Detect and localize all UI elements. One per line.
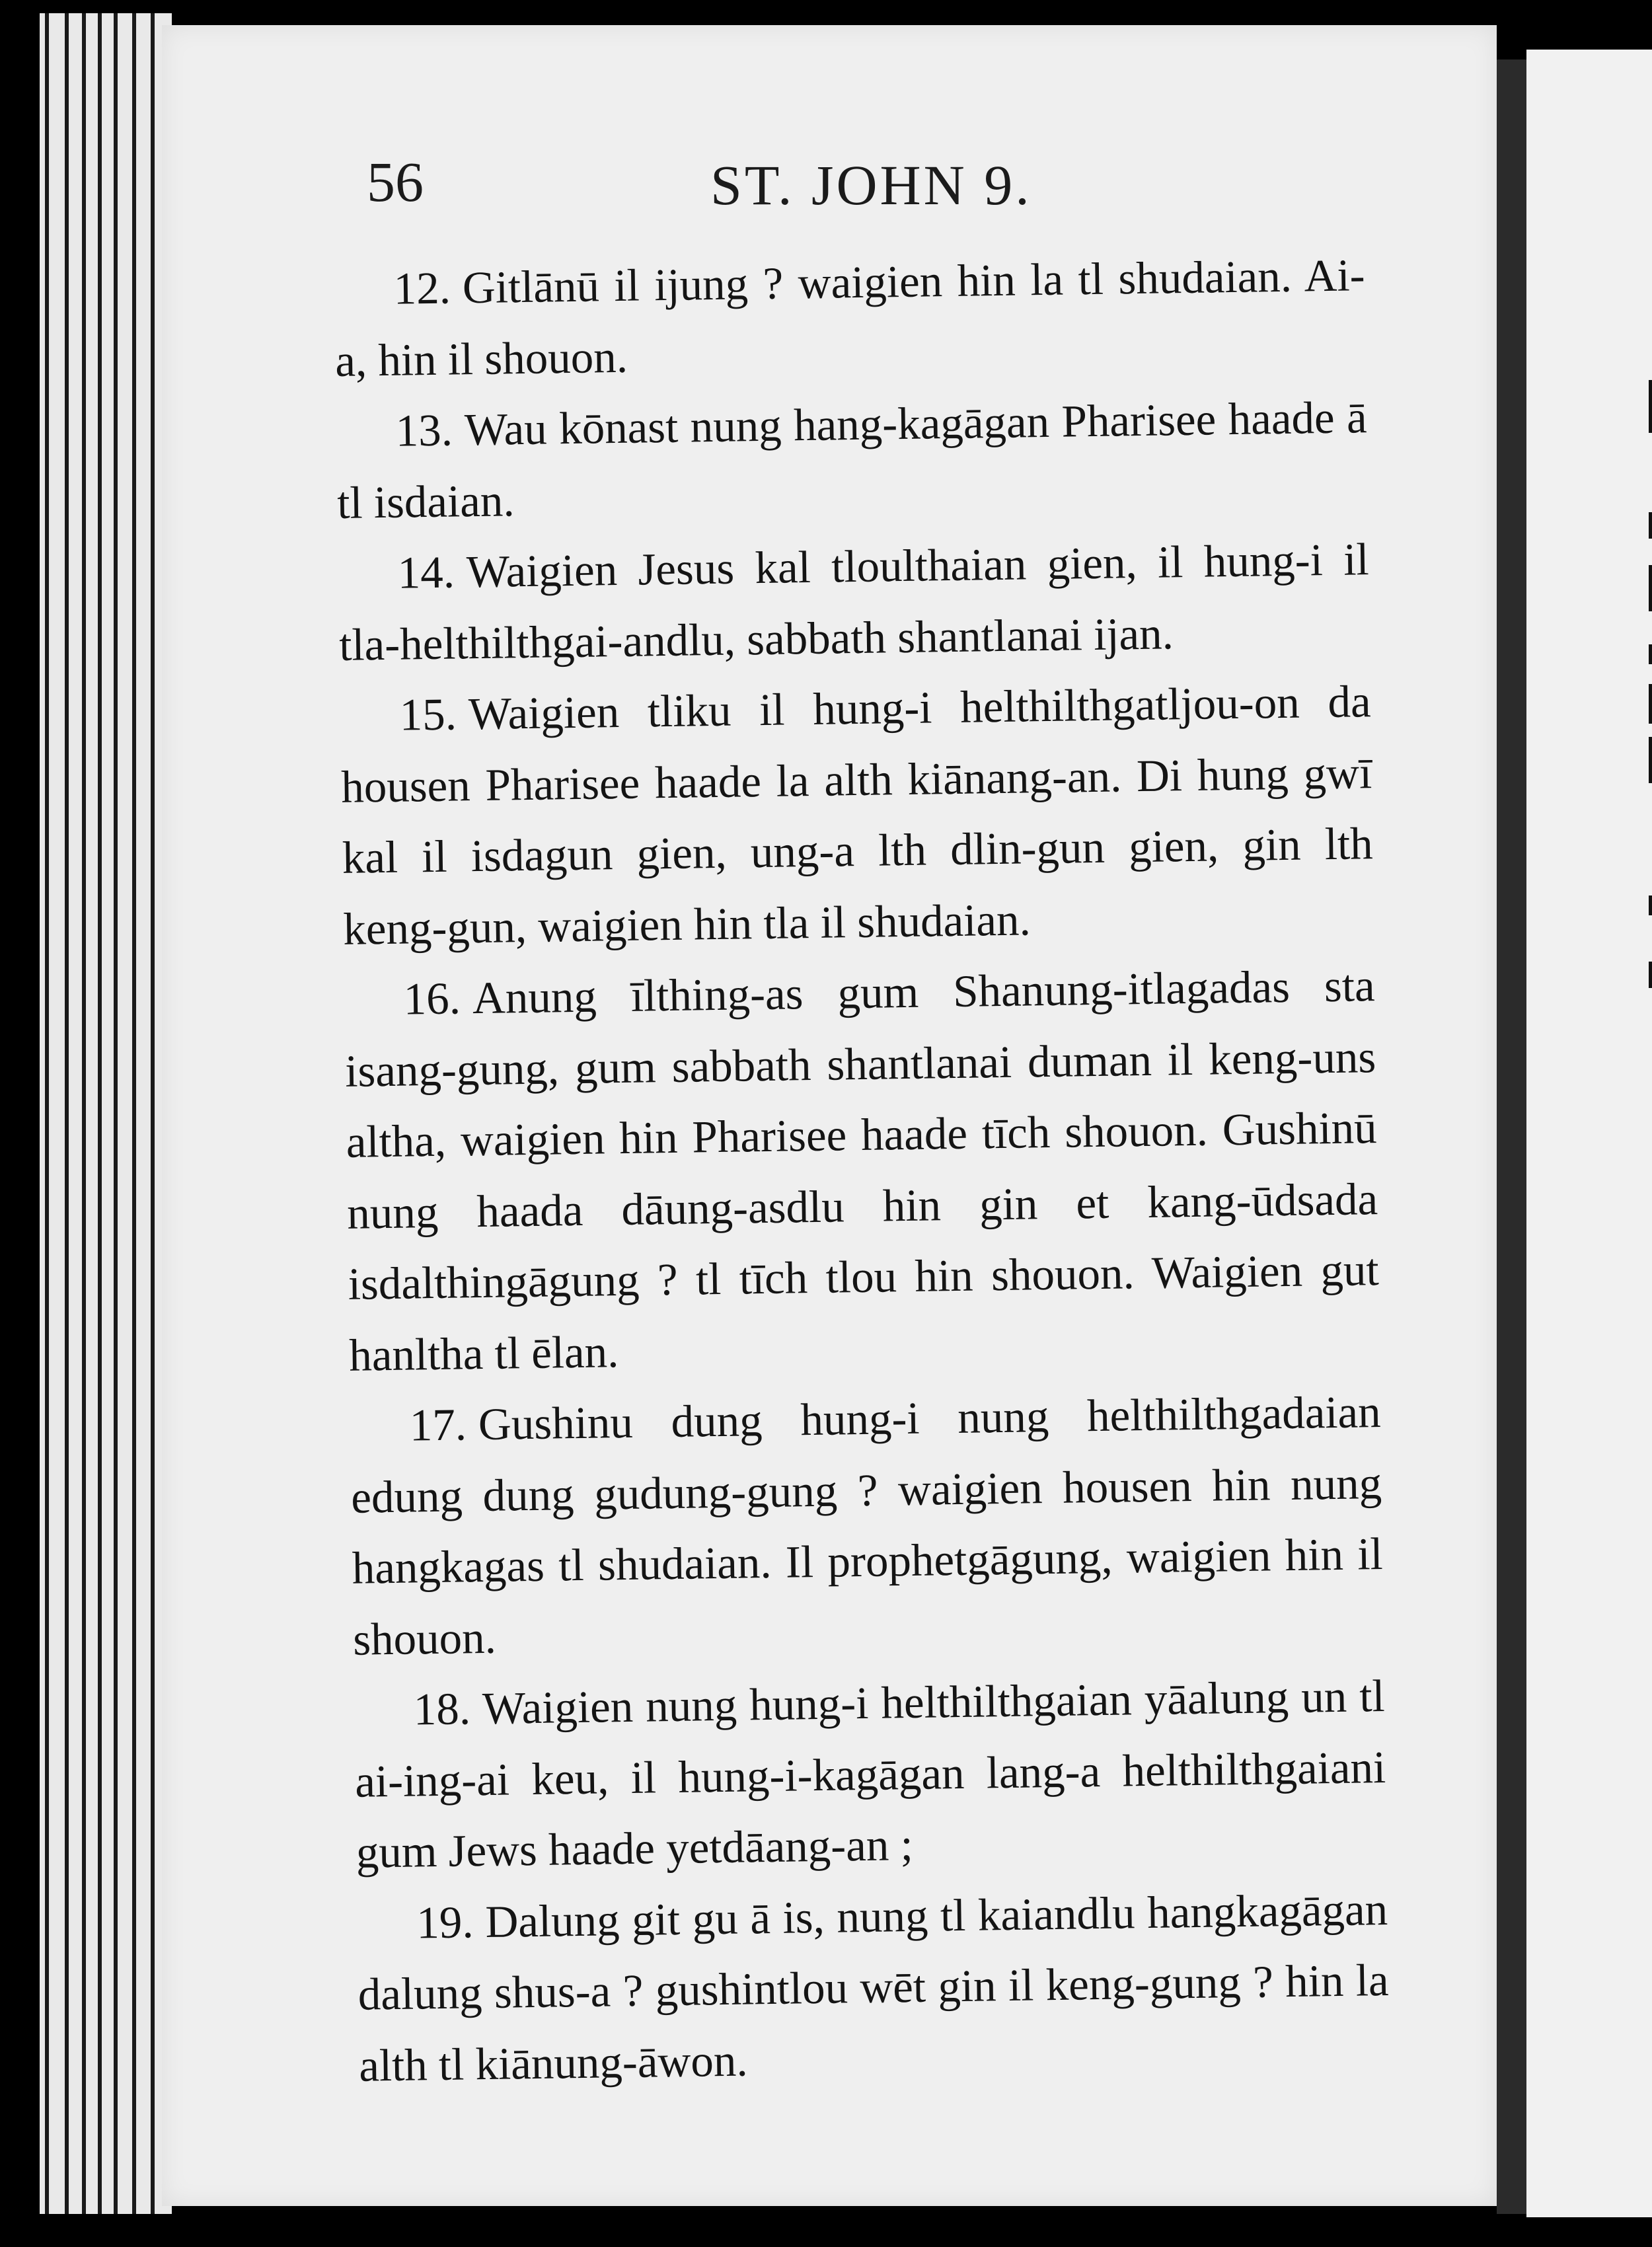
page-number: 56: [367, 150, 424, 213]
verse-18: [354, 1661, 1387, 1888]
verse-text: Dalung git gu ā is, nung tl kaiandlu hangkagāgan dalung shus-a ? gushintlou wēt gin il keng-gung ? hin la alth tl kiānung-āwon.: [357, 1884, 1390, 2091]
verse-text: Waigien nung hung-i helthilthgaian yāalung un tl ai-ing-ai keu, il hung-i-kagāgan lang-a helthilthgaiani gum Jews haade yetdāang-an ;: [354, 1671, 1386, 1878]
verse-13: [336, 382, 1369, 539]
verse-14: [338, 524, 1370, 681]
verse-text: Gitlānū il ijung ? waigien hin la tl shudaian. Ai-a, hin il shouon.: [334, 250, 1366, 386]
verse-number: 16.: [403, 973, 461, 1024]
verse-number: 15.: [399, 689, 457, 740]
verse-text: Waigien tliku il hung-i helthilthgatljou-on da housen Pharisee haade la alth kiānang-an. Di hung gwī kal il isdagun gien, ung-a lth dlin-gun gien, gin lth keng-gun, waigien hin tla il shudaian.: [340, 676, 1374, 954]
verse-number: 17.: [409, 1399, 467, 1451]
verse-number: 13.: [395, 404, 453, 456]
verse-text: Gushinu dung hung-i nung helthilthgadaian edung dung gudung-gung ? waigien housen hin nung hangkagas tl shudaian. Il prophetgāgung, waigien hin il shouon.: [350, 1387, 1384, 1665]
verse-text: Wau kōnast nung hang-kagāgan Pharisee haade ā tl isdaian.: [336, 392, 1368, 528]
verse-17: [350, 1377, 1384, 1675]
verse-16: [344, 950, 1380, 1391]
running-title: ST. JOHN 9.: [710, 153, 1032, 217]
verse-12: [334, 240, 1367, 397]
verse-number: 19.: [416, 1896, 474, 1948]
verse-15: [340, 666, 1374, 965]
verse-text: Anung īlthing-as gum Shanung-itlagadas sta isang-gung, gum sabbath shantlanai duman il keng-uns altha, waigien hin Pharisee haade tīch shouon. Gushinū nung haada dāung-asdlu hin gin et kang-ūdsada isdalthingāgung ? tl tīch tlou hin shouon. Waigien gut hanltha tl ēlan.: [344, 960, 1380, 1381]
page-edges: [40, 13, 172, 2214]
verse-number: 14.: [397, 547, 455, 598]
page-gutter-shadow: [1497, 59, 1526, 2214]
facing-page-edge: [1526, 50, 1652, 2217]
verse-number: 12.: [393, 262, 451, 314]
scripture-text: [334, 240, 1390, 2102]
verse-19: [357, 1874, 1390, 2101]
verse-text: Waigien Jesus kal tloulthaian gien, il hung-i il tla-helthilthgai-andlu, sabbath shantlanai ijan.: [338, 534, 1370, 670]
verse-number: 18.: [413, 1683, 471, 1735]
running-head: [367, 142, 1358, 228]
